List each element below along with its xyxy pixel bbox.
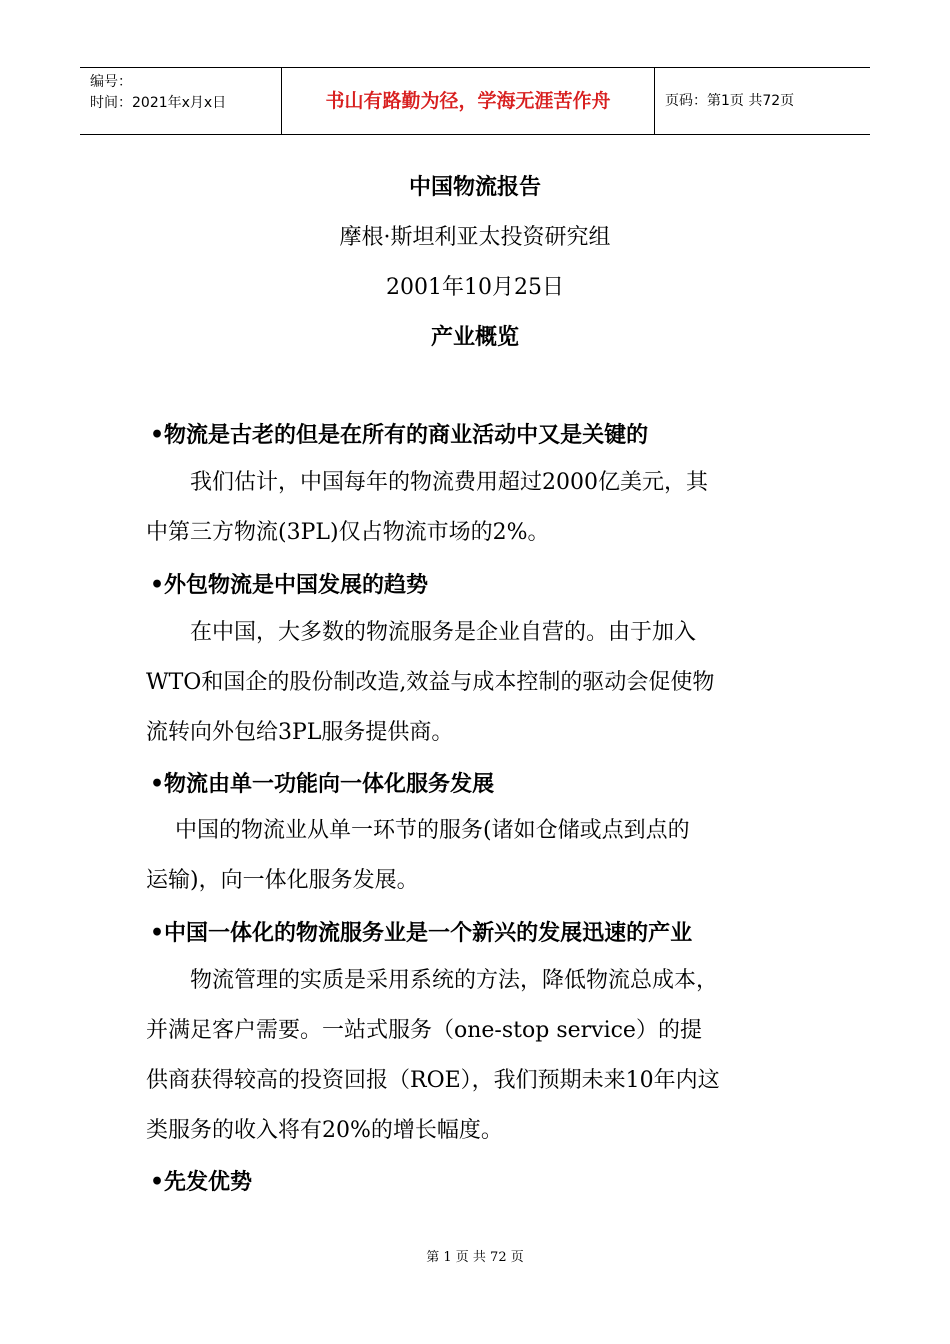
section-heading: •外包物流是中国发展的趋势 (150, 572, 429, 598)
section-heading: •先发优势 (150, 1169, 253, 1195)
paragraph-line: 物流管理的实质是采用系统的方法，降低物流总成本， (146, 968, 719, 993)
section-title: 产业概览 (430, 324, 519, 350)
paragraph-line: 类服务的收入将有20%的增长幅度。 (146, 1118, 503, 1143)
section-paragraph (146, 608, 714, 758)
document-author: 摩根·斯坦利亚太投资研究组 (339, 225, 611, 250)
header-info-cell (80, 68, 282, 134)
paragraph-line: 我们估计，中国每年的物流费用超过2000亿美元，其 (146, 470, 708, 495)
header-motto: 书山有路勤为径，学海无涯苦作舟 (282, 68, 655, 134)
header-page-cell (655, 68, 870, 134)
paragraph-line: 中国的物流业从单一环节的服务(诸如仓储或点到点的 (146, 818, 690, 843)
document-time-label: 时间：2021年x月x日 (90, 95, 227, 111)
document-number-label: 编号： (90, 74, 132, 90)
paragraph-line: 中第三方物流(3PL)仅占物流市场的2%。 (146, 520, 550, 545)
paragraph-line: 供商获得较高的投资回报（ROE），我们预期未来10年内这 (146, 1068, 720, 1093)
paragraph-line: WTO和国企的股份制改造,效益与成本控制的驱动会促使物 (146, 670, 715, 695)
section-paragraph (146, 458, 708, 558)
header-page-label: 页码：第1页 共72页 (665, 93, 795, 109)
section-paragraph (146, 956, 720, 1156)
paragraph-line: 在中国，大多数的物流服务是企业自营的。由于加入 (146, 620, 697, 645)
document-title: 中国物流报告 (408, 174, 541, 200)
paragraph-line: 流转向外包给3PL服务提供商。 (146, 720, 454, 745)
paragraph-line: 运输)，向一体化服务发展。 (146, 868, 419, 893)
document-date: 2001年10月25日 (386, 275, 564, 300)
paragraph-line: 并满足客户需要。一站式服务（one-stop service）的提 (146, 1018, 702, 1043)
section-paragraph (146, 806, 690, 906)
section-heading: •中国一体化的物流服务业是一个新兴的发展迅速的产业 (150, 920, 693, 946)
page-header (80, 67, 870, 135)
section-heading: •物流由单一功能向一体化服务发展 (150, 771, 495, 797)
section-heading: •物流是古老的但是在所有的商业活动中又是关键的 (150, 422, 649, 448)
page-footer: 第 1 页 共 72 页 (426, 1250, 524, 1265)
